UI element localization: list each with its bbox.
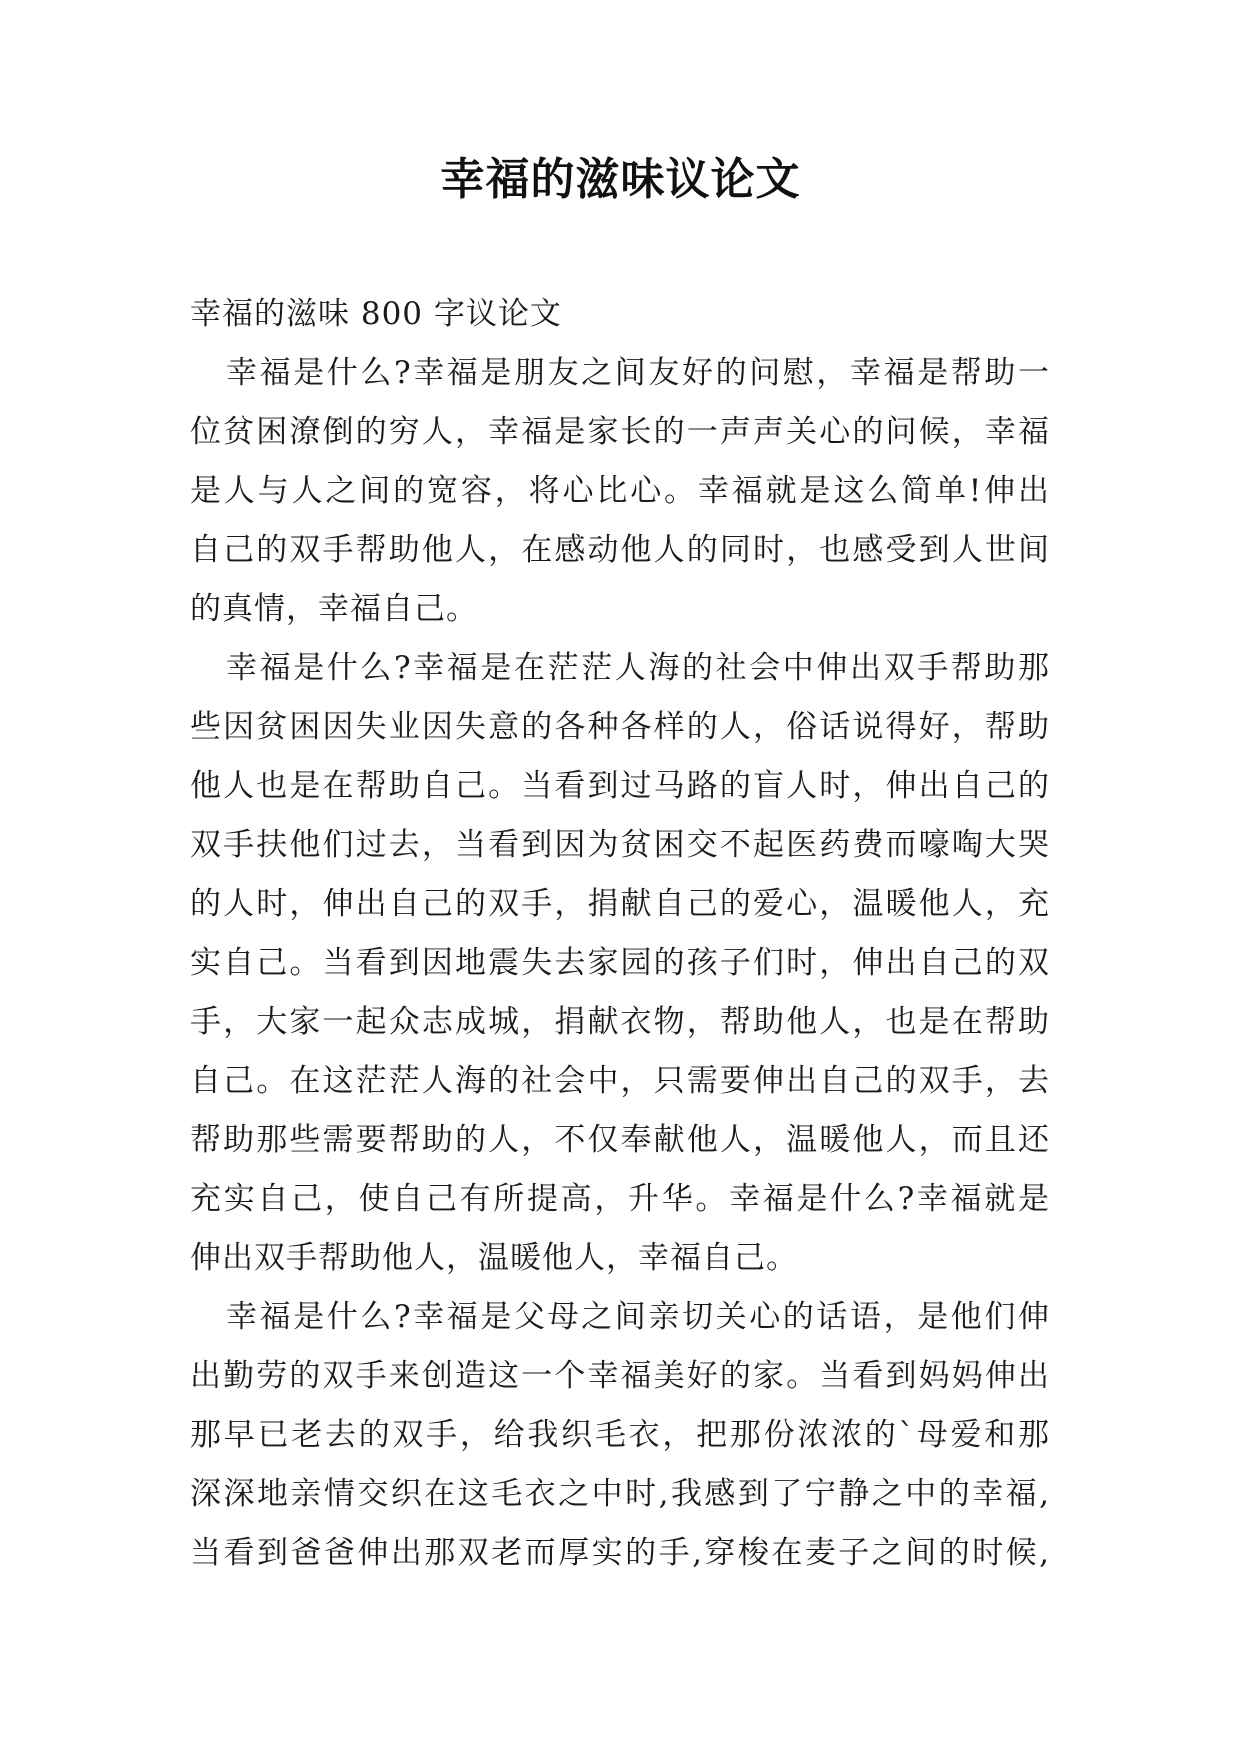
paragraph-line: 那早已老去的双手，给我织毛衣，把那份浓浓的`母爱和那 bbox=[190, 1417, 1050, 1453]
paragraph-line: 自己。在这茫茫人海的社会中，只需要伸出自己的双手，去 bbox=[190, 1063, 1050, 1099]
paragraph-line: 帮助那些需要帮助的人，不仅奉献他人，温暖他人，而且还 bbox=[190, 1122, 1050, 1158]
paragraph-line: 位贫困潦倒的穷人，幸福是家长的一声声关心的问候，幸福 bbox=[190, 414, 1050, 450]
paragraph-line: 自己的双手帮助他人，在感动他人的同时，也感受到人世间 bbox=[190, 532, 1050, 568]
document-body bbox=[190, 285, 1050, 1583]
paragraph-line: 幸福是什么?幸福是在茫茫人海的社会中伸出双手帮助那 bbox=[226, 650, 1050, 686]
paragraph-line: 手，大家一起众志成城，捐献衣物，帮助他人，也是在帮助 bbox=[190, 1004, 1050, 1040]
paragraph-line: 深深地亲情交织在这毛衣之中时,我感到了宁静之中的幸福, bbox=[190, 1476, 1050, 1512]
paragraph bbox=[190, 344, 1050, 639]
paragraph-line: 些因贫困因失业因失意的各种各样的人，俗话说得好，帮助 bbox=[190, 709, 1050, 745]
paragraph-line: 当看到爸爸伸出那双老而厚实的手,穿梭在麦子之间的时候, bbox=[190, 1535, 1050, 1571]
paragraph-line: 实自己。当看到因地震失去家园的孩子们时，伸出自己的双 bbox=[190, 945, 1050, 981]
paragraph-line: 的人时，伸出自己的双手，捐献自己的爱心，温暖他人，充 bbox=[190, 886, 1050, 922]
paragraph bbox=[190, 1288, 1050, 1583]
document-subtitle: 幸福的滋味 800 字议论文 bbox=[190, 296, 562, 332]
paragraph-line: 他人也是在帮助自己。当看到过马路的盲人时，伸出自己的 bbox=[190, 768, 1050, 804]
paragraph-line: 幸福是什么?幸福是朋友之间友好的问慰，幸福是帮助一 bbox=[226, 355, 1050, 391]
paragraph-line: 的真情，幸福自己。 bbox=[190, 591, 478, 627]
paragraph-line: 幸福是什么?幸福是父母之间亲切关心的话语，是他们伸 bbox=[226, 1299, 1050, 1335]
paragraph-line: 伸出双手帮助他人，温暖他人，幸福自己。 bbox=[190, 1240, 798, 1276]
paragraph-line: 双手扶他们过去，当看到因为贫困交不起医药费而嚎啕大哭 bbox=[190, 827, 1050, 863]
document-title: 幸福的滋味议论文 bbox=[440, 154, 801, 205]
paragraph-line: 充实自己，使自己有所提高，升华。幸福是什么?幸福就是 bbox=[190, 1181, 1050, 1217]
paragraph-line: 出勤劳的双手来创造这一个幸福美好的家。当看到妈妈伸出 bbox=[190, 1358, 1050, 1394]
paragraph bbox=[190, 639, 1050, 1288]
paragraph-line: 是人与人之间的宽容，将心比心。幸福就是这么简单!伸出 bbox=[190, 473, 1050, 509]
